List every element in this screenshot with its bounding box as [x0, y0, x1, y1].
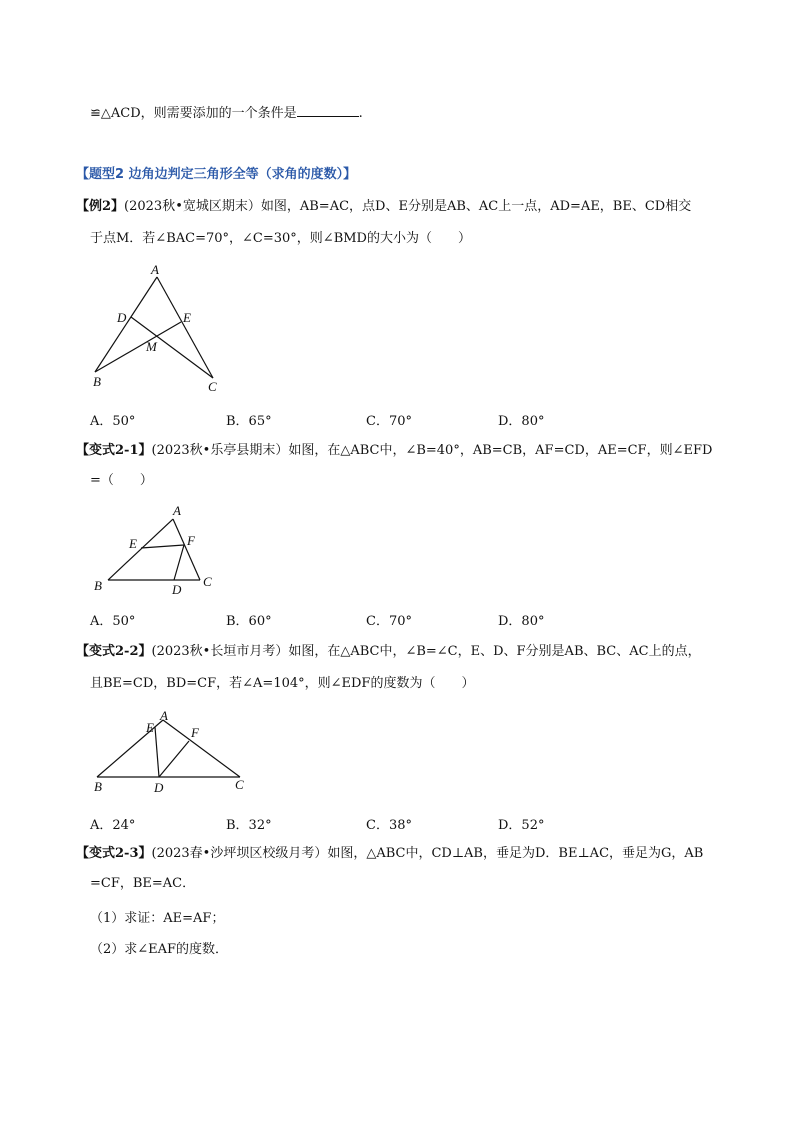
segment-cd — [131, 317, 213, 378]
option-b[interactable]: B．65° — [226, 414, 272, 429]
section-heading: 【题型2 边角边判定三角形全等（求角的度数）】 — [76, 167, 357, 182]
variant-2-3-question-1: （1）求证：AE=AF； — [90, 911, 225, 926]
figure-variant-2-1 — [108, 519, 200, 580]
segment-df — [159, 741, 189, 777]
example-2-text1: (2023秋•宽城区期末）如图，AB=AC，点D、E分别是AB、AC上一点，AD=AE，BE、CD相交 — [124, 199, 692, 214]
variant-2-3-text1: (2023春•沙坪坝区校级月考）如图，△ABC中，CD⊥AB，垂足为D．BE⊥AC，垂足为G，AB — [151, 846, 704, 861]
option-d[interactable]: D．52° — [498, 818, 545, 833]
top-line-text: ≌△ACD，则需要添加的一个条件是 — [90, 106, 297, 121]
fig3-label-a: A — [160, 708, 168, 723]
segment-ac — [163, 720, 240, 777]
fig2-label-c: C — [203, 574, 212, 589]
variant-2-3-line1 — [76, 845, 703, 863]
top-line-end: . — [358, 106, 363, 121]
variant-2-3-line2: =CF，BE=AC． — [90, 876, 196, 891]
example-2-tag: 【例2】 — [76, 199, 125, 214]
fig2-label-e: E — [129, 536, 137, 551]
fig2-label-f: F — [187, 533, 195, 548]
segment-ab — [108, 519, 173, 580]
fig3-label-f: F — [191, 725, 199, 740]
fig1-label-d: D — [117, 310, 127, 325]
segment-fd — [174, 545, 184, 580]
option-b[interactable]: B．32° — [226, 818, 272, 833]
fig1-label-e: E — [183, 310, 191, 325]
variant-2-2-line2: 且BE=CD，BD=CF，若∠A=104°，则∠EDF的度数为（ ） — [90, 676, 475, 691]
segment-be — [95, 322, 181, 372]
fig1-label-c: C — [208, 379, 217, 394]
option-a[interactable]: A．50° — [90, 414, 136, 429]
variant-2-1-line2: =（ ） — [90, 473, 153, 488]
variant-2-1-line1 — [76, 442, 712, 460]
fig1-label-a: A — [151, 262, 159, 277]
option-d[interactable]: D．80° — [498, 414, 545, 429]
variant-2-1-tag: 【变式2-1】 — [76, 443, 152, 458]
fig1-label-m: M — [146, 339, 157, 354]
variant-2-2-text1: (2023秋•长垣市月考）如图，在△ABC中，∠B=∠C，E、D、F分别是AB、BC、AC上的点， — [151, 644, 701, 659]
fig2-label-b: B — [94, 578, 102, 593]
variant-2-3-question-2: （2）求∠EAF的度数． — [90, 942, 229, 957]
variant-2-3-tag: 【变式2-3】 — [76, 846, 152, 861]
segment-ed — [155, 727, 159, 777]
variant-2-1-text1: (2023秋•乐亭县期末）如图，在△ABC中，∠B=40°，AB=CB，AF=CD，AE=CF，则∠EFD — [151, 443, 713, 458]
fig3-label-c: C — [235, 777, 244, 792]
fig3-label-d: D — [154, 780, 164, 795]
figure-example-2 — [95, 277, 213, 378]
fig2-label-a: A — [173, 503, 181, 518]
option-b[interactable]: B．60° — [226, 614, 272, 629]
fig1-label-b: B — [93, 374, 101, 389]
option-c[interactable]: C．38° — [366, 818, 412, 833]
option-a[interactable]: A．50° — [90, 614, 136, 629]
option-c[interactable]: C．70° — [366, 614, 412, 629]
example-2-line2: 于点M．若∠BAC=70°，∠C=30°，则∠BMD的大小为（ ） — [90, 231, 471, 246]
variant-2-2-line1 — [76, 643, 701, 661]
fig3-label-e: E — [146, 720, 154, 735]
fig3-label-b: B — [94, 779, 102, 794]
segment-ac — [157, 277, 213, 378]
fig2-label-d: D — [172, 582, 182, 597]
figure-variant-2-2 — [97, 720, 240, 777]
variant-2-2-tag: 【变式2-2】 — [76, 644, 152, 659]
option-c[interactable]: C．70° — [366, 414, 412, 429]
segment-ef — [141, 545, 184, 548]
option-a[interactable]: A．24° — [90, 818, 136, 833]
option-d[interactable]: D．80° — [498, 614, 545, 629]
